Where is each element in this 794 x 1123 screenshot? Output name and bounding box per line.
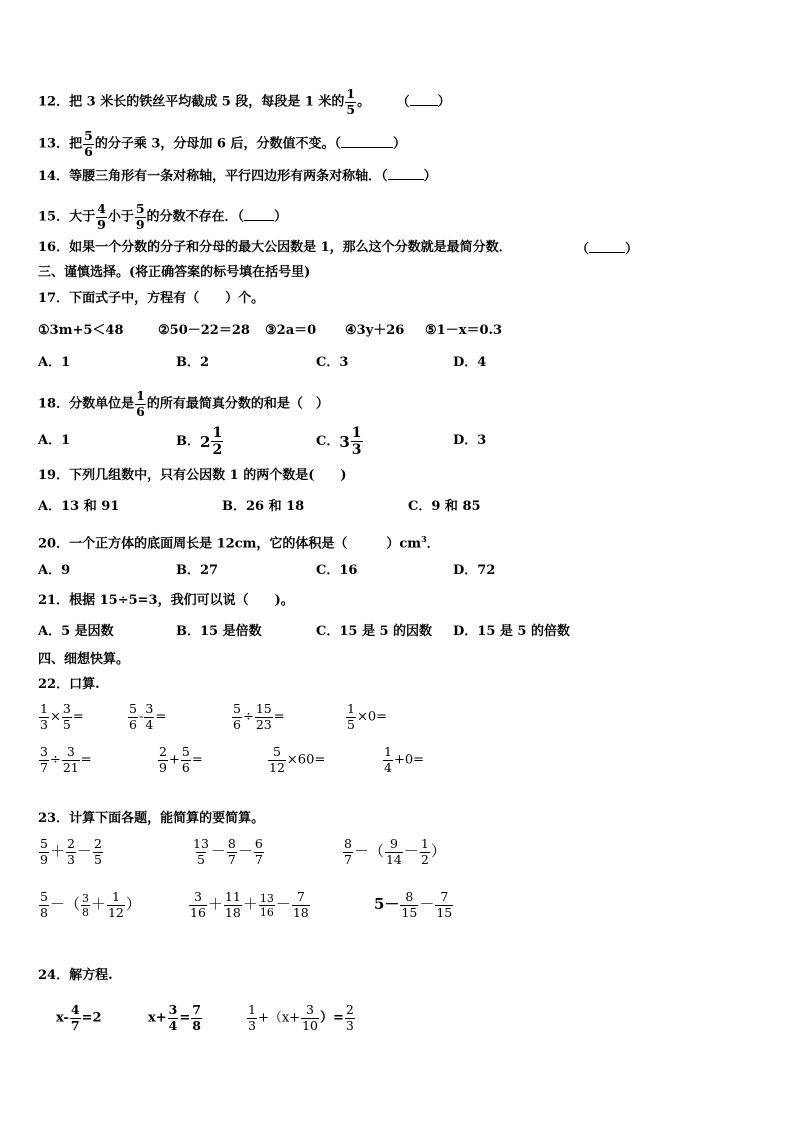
fraction: $\frac{9}{14}$	[385, 836, 402, 867]
fraction: $\frac{1}{2}$	[420, 836, 429, 867]
calc-expression: $\frac{3}{16}$ ＋ $\frac{11}{18}$ ＋ $\frac{13}{16}$ － $\frac{7}{18}$	[190, 889, 309, 920]
question-number: 20．	[38, 536, 70, 552]
option-a[interactable]: A．1	[38, 433, 71, 448]
question-14: 14．等腰三角形有一条对称轴，平行四边形有两条对称轴．（ ）	[38, 169, 437, 184]
question-number: 14．	[38, 169, 70, 184]
question-number: 16．	[38, 240, 70, 255]
calc-expression: $\frac{5}{9}$ ＋ $\frac{2}{3}$ － $\frac{2}{5}$	[40, 836, 102, 867]
section-heading: 三、谨慎选择。(将正确答案的标号填在括号里)	[38, 265, 311, 280]
question-17: 17．下面式子中，方程有（ ）个。	[38, 291, 265, 306]
equation: x- $\frac{4}{7}$ =2	[56, 1002, 102, 1033]
question-23: 23．计算下面各题，能简算的要简算。	[38, 811, 265, 826]
answer-blank[interactable]	[244, 208, 274, 221]
equation: x+ $\frac{3}{4}$ = $\frac{7}{8}$	[148, 1002, 201, 1033]
fraction: $\frac{3}{21}$	[62, 744, 79, 775]
expression: ③2a＝0	[265, 323, 317, 338]
fraction: $\frac{3}{8}$	[81, 891, 89, 919]
question-number: 12．	[38, 94, 70, 110]
fraction: $\frac{8}{7}$	[344, 836, 352, 867]
fraction: $\frac{3}{5}$	[62, 701, 71, 732]
option-c[interactable]: C． 3 1 3	[316, 425, 362, 458]
fraction: $\frac{1}{12}$	[107, 889, 124, 920]
option-b[interactable]: B． 2 1 2	[176, 425, 223, 458]
question-20: 20．一个正方体的底面周长是 12cm，它的体积是（ ）$cm^3$．	[38, 534, 440, 552]
option-a[interactable]: A．1	[38, 355, 71, 370]
answer-blank[interactable]	[341, 135, 393, 148]
fraction: $\frac{5}{9}$	[40, 836, 48, 867]
calc-expression: $\frac{8}{7}$ －（ $\frac{9}{14}$ － $\frac{1}{2}$ ）	[344, 836, 446, 867]
fraction: $\frac{13}{5}$	[193, 836, 209, 867]
option-a[interactable]: A．9	[38, 563, 71, 578]
fraction: $\frac{5}{9}$	[135, 201, 145, 232]
fraction: $\frac{8}{7}$	[227, 836, 236, 867]
question-12: 12．把 3 米长的铁丝平均截成 5 段，每段是 1 米的 $\frac{1}{5}$ 。 （ ）	[38, 86, 451, 117]
fraction: $\frac{7}{8}$	[192, 1002, 201, 1033]
question-21: 21．根据 15÷5=3，我们可以说（ )。	[38, 593, 294, 608]
oral-calc-item: $\frac{1}{5}$ ×0=	[347, 701, 388, 732]
fraction: $\frac{8}{15}$	[401, 889, 418, 920]
fraction: $\frac{3}{16}$	[190, 889, 206, 920]
fraction: $\frac{5}{6}$	[181, 744, 190, 775]
question-13: 13．把 $\frac{5}{6}$ 的分子乘 3，分母加 6 后，分数值不变。（ ）	[38, 128, 407, 159]
fraction: $\frac{13}{16}$	[259, 891, 274, 919]
fraction: $\frac{6}{7}$	[254, 836, 263, 867]
mixed-number: 2 1 2	[200, 425, 223, 458]
fraction: $\frac{5}{6}$	[129, 701, 137, 732]
oral-calc-item: $\frac{2}{9}$ + $\frac{5}{6}$ =	[159, 744, 203, 775]
option-b[interactable]: B．27	[176, 563, 219, 578]
question-text: 把 3 米长的铁丝平均截成 5 段，每段是 1 米的	[69, 94, 345, 110]
fraction: $\frac{3}{4}$	[168, 1002, 178, 1033]
expression: ⑤1－x＝0.3	[425, 323, 503, 338]
fraction: $\frac{3}{4}$	[145, 701, 154, 732]
answer-paren: （ ）	[576, 242, 639, 257]
fraction: $\frac{1}{6}$	[136, 388, 145, 419]
fraction: $\frac{1}{5}$	[347, 701, 355, 732]
option-c[interactable]: C．16	[316, 563, 358, 578]
question-number: 23．	[38, 811, 70, 826]
question-number: 22．	[38, 677, 70, 692]
question-15: 15．大于 $\frac{4}{9}$ 小于 $\frac{5}{9}$ 的分数不存在．（ ）	[38, 201, 288, 232]
fraction: $\frac{1}{5}$	[346, 86, 356, 117]
option-a[interactable]: A．13 和 91	[38, 499, 120, 514]
fraction: $\frac{7}{18}$	[292, 889, 309, 920]
expression: ②50－22＝28	[158, 323, 250, 338]
oral-calc-item: $\frac{3}{7}$ ÷ $\frac{3}{21}$ =	[40, 744, 92, 775]
question-number: 13．	[38, 136, 70, 152]
fraction: $\frac{1}{3}$	[248, 1002, 256, 1033]
oral-calc-item: $\frac{5}{6}$ - $\frac{3}{4}$ =	[129, 701, 167, 732]
option-b[interactable]: B．26 和 18	[222, 499, 305, 514]
answer-blank[interactable]	[589, 240, 625, 253]
fraction: $\frac{1}{4}$	[384, 744, 392, 775]
fraction: $\frac{5}{8}$	[40, 889, 48, 920]
question-16: 16．如果一个分数的分子和分母的最大公因数是 1，那么这个分数就是最简分数．	[38, 240, 512, 255]
option-b[interactable]: B．2	[176, 355, 210, 370]
option-c[interactable]: C．9 和 85	[408, 499, 481, 514]
option-d[interactable]: D．15 是 5 的倍数	[453, 624, 570, 639]
option-d[interactable]: D．3	[453, 433, 487, 448]
fraction: $\frac{7}{15}$	[436, 889, 453, 920]
calc-expression: $\frac{5}{8}$ －（ $\frac{3}{8}$ ＋ $\frac{1}{12}$ ）	[40, 889, 141, 920]
fraction: $\frac{11}{18}$	[224, 889, 241, 920]
section-heading: 四、细想快算。	[38, 652, 130, 667]
fraction: $\frac{4}{7}$	[70, 1002, 80, 1033]
option-d[interactable]: D．72	[453, 563, 496, 578]
oral-calc-item: $\frac{1}{4}$ +0=	[384, 744, 425, 775]
calc-expression: $\frac{13}{5}$ － $\frac{8}{7}$ － $\frac{6}{7}$	[193, 836, 263, 867]
fraction: $\frac{1}{3}$	[40, 701, 48, 732]
calc-expression: 5－ $\frac{8}{15}$ － $\frac{7}{15}$	[374, 889, 453, 920]
oral-calc-item: $\frac{5}{12}$ ×60=	[269, 744, 326, 775]
question-18: 18．分数单位是 $\frac{1}{6}$ 的所有最简真分数的和是（ ）	[38, 388, 329, 419]
question-number: 21．	[38, 593, 70, 608]
fraction: $\frac{5}{12}$	[269, 744, 285, 775]
option-c[interactable]: C．15 是 5 的因数	[316, 624, 433, 639]
fraction: $\frac{2}{3}$	[345, 1002, 354, 1033]
answer-blank[interactable]	[388, 167, 424, 180]
question-number: 19．	[38, 468, 70, 483]
fraction: $\frac{3}{10}$	[302, 1002, 318, 1033]
fraction: $\frac{2}{9}$	[159, 744, 167, 775]
question-number: 18．	[38, 396, 70, 412]
fraction: $\frac{15}{23}$	[255, 701, 272, 732]
mixed-number: 3 1 3	[339, 425, 362, 458]
option-d[interactable]: D．4	[453, 355, 487, 370]
question-number: 24．	[38, 968, 70, 983]
expression: ④3y＋26	[345, 323, 405, 338]
option-a[interactable]: A．5 是因数	[38, 624, 114, 639]
fraction: $\frac{4}{9}$	[97, 201, 106, 232]
question-number: 17．	[38, 291, 70, 306]
fraction: $\frac{2}{5}$	[93, 836, 102, 867]
question-22: 22．口算.	[38, 677, 100, 692]
option-b[interactable]: B．15 是倍数	[176, 624, 262, 639]
oral-calc-item: $\frac{1}{3}$ × $\frac{3}{5}$ =	[40, 701, 84, 732]
question-number: 15．	[38, 209, 70, 225]
equation: $\frac{1}{3}$ +（x+ $\frac{3}{10}$ ）= $\frac{2}{3}$	[248, 1002, 354, 1033]
expression: ①3m+5＜48	[38, 323, 124, 338]
question-24: 24．解方程.	[38, 968, 113, 983]
question-19: 19．下列几组数中，只有公因数 1 的两个数是( )	[38, 468, 347, 483]
fraction: $\frac{3}{7}$	[40, 744, 48, 775]
option-c[interactable]: C．3	[316, 355, 349, 370]
oral-calc-item: $\frac{5}{6}$ ÷ $\frac{15}{23}$ =	[233, 701, 285, 732]
answer-blank[interactable]	[410, 93, 438, 106]
fraction: $\frac{5}{6}$	[233, 701, 241, 732]
fraction: $\frac{5}{6}$	[84, 128, 93, 159]
fraction: $\frac{2}{3}$	[66, 836, 75, 867]
